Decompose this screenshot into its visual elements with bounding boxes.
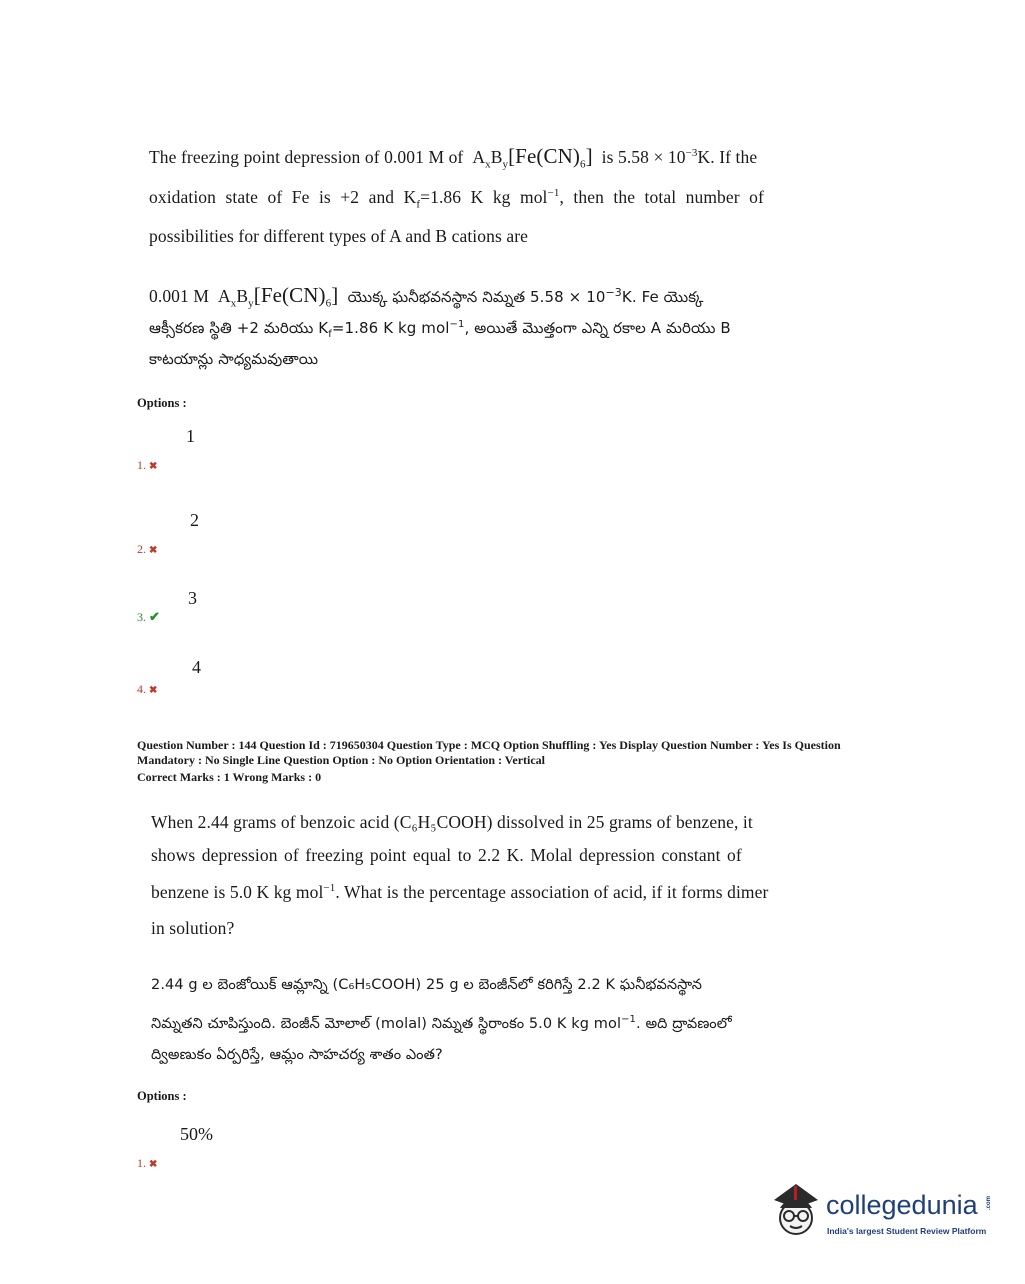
q144-te-line2: నిమ్నతని చూపిస్తుంది. బెంజీన్ మోలాల్ (molal) నిమ్నత స్థిరాంకం 5.0 K kg mol$^{-1}$. అది ద్రావణంలో bbox=[151, 1014, 732, 1032]
q143-option-1-value: 1 bbox=[186, 426, 195, 446]
cross-icon: ✖ bbox=[149, 545, 158, 556]
q144-option-1-value: 50% bbox=[180, 1124, 213, 1144]
logo-tagline: India's largest Student Review Platform bbox=[827, 1226, 987, 1236]
q143-en-text2: is $5.58 \times 10^{-3}K$. If the bbox=[601, 147, 758, 167]
q143-option-4[interactable]: 4. ✖ bbox=[137, 682, 158, 696]
q143-option-3[interactable]: 3. ✔ bbox=[137, 609, 160, 624]
q144-meta-line1: Question Number : 144 Question Id : 719650304 Question Type : MCQ Option Shuffling : Yes Display Question Number : Yes Is Question bbox=[137, 738, 841, 752]
q143-options-label: Options : bbox=[137, 396, 187, 410]
q144-meta-line3: Correct Marks : 1 Wrong Marks : 0 bbox=[137, 770, 322, 784]
q143-te-line3: కాటయాన్లు సాధ్యమవుతాయి bbox=[149, 350, 319, 368]
q143-option-4-value: 4 bbox=[192, 657, 201, 677]
q143-option-2[interactable]: 2. ✖ bbox=[137, 542, 158, 556]
q144-en-line1: When 2.44 grams of benzoic acid (C₆H₅COOH) dissolved in 25 grams of benzene, it bbox=[151, 812, 753, 832]
cross-icon: ✖ bbox=[149, 461, 158, 472]
q143-en-text: The freezing point depression of 0.001 M of bbox=[149, 147, 464, 167]
q143-te-line2: ఆక్సీకరణ స్థితి +2 మరియు $K_f=1.86$ K kg mol$^{-1}$, అయితే మొత్తంగా ఎన్ని రకాల A మరియు B bbox=[149, 319, 731, 340]
q144-te-line1: 2.44 g ల బెంజోయిక్ ఆమ్లాన్ని (C₆H₅COOH) 25 g ల బెంజీన్‌లో కరిగిస్తే 2.2 K ఘనీభవనస్థాన bbox=[151, 977, 703, 993]
q143-option-2-value: 2 bbox=[190, 510, 199, 530]
collegedunia-logo bbox=[766, 1178, 996, 1248]
check-icon: ✔ bbox=[149, 609, 160, 624]
q143-formula: $A_xB_y[Fe(CN)_6]$ bbox=[472, 144, 593, 171]
q143-en-line3: possibilities for different types of A and B cations are bbox=[149, 226, 529, 246]
q144-option-1[interactable]: 1. ✖ bbox=[137, 1156, 158, 1170]
q144-en-line3: benzene is 5.0 K kg mol$^{-1}$. What is the percentage association of acid, if it forms dimer bbox=[151, 881, 769, 902]
cross-icon: ✖ bbox=[149, 685, 158, 696]
q144-meta-line2: Mandatory : No Single Line Question Option : No Option Orientation : Vertical bbox=[137, 753, 546, 767]
mascot-icon bbox=[766, 1178, 826, 1244]
logo-dotcom: .com bbox=[986, 1195, 993, 1211]
q143-en-line1 bbox=[149, 146, 757, 171]
q144-en-line2: shows depression of freezing point equal to 2.2 K. Molal depression constant of bbox=[151, 845, 742, 865]
q143-option-1[interactable]: 1. ✖ bbox=[137, 458, 158, 472]
q143-te-line1: 0.001 M $A_xB_y[Fe(CN)_6]$ యొక్క ఘనీభవనస్థాన నిమ్నత $5.58 \times 10^{-3}K$. Fe యొక్క bbox=[149, 283, 704, 310]
cross-icon: ✖ bbox=[149, 1159, 158, 1170]
logo-name: collegedunia bbox=[826, 1190, 978, 1220]
q144-te-line3: ద్విఅణుకం ఏర్పరిస్తే, ఆమ్లం సాహచర్య శాతం ఎంత? bbox=[151, 1047, 443, 1063]
q143-option-3-value: 3 bbox=[188, 588, 197, 608]
q144-en-line4: in solution? bbox=[151, 918, 235, 938]
q143-en-line2: oxidation state of Fe is +2 and $K_f=1.86$ K kg mol$^{-1}$, then the total number of bbox=[149, 186, 764, 211]
q144-options-label: Options : bbox=[137, 1089, 187, 1103]
